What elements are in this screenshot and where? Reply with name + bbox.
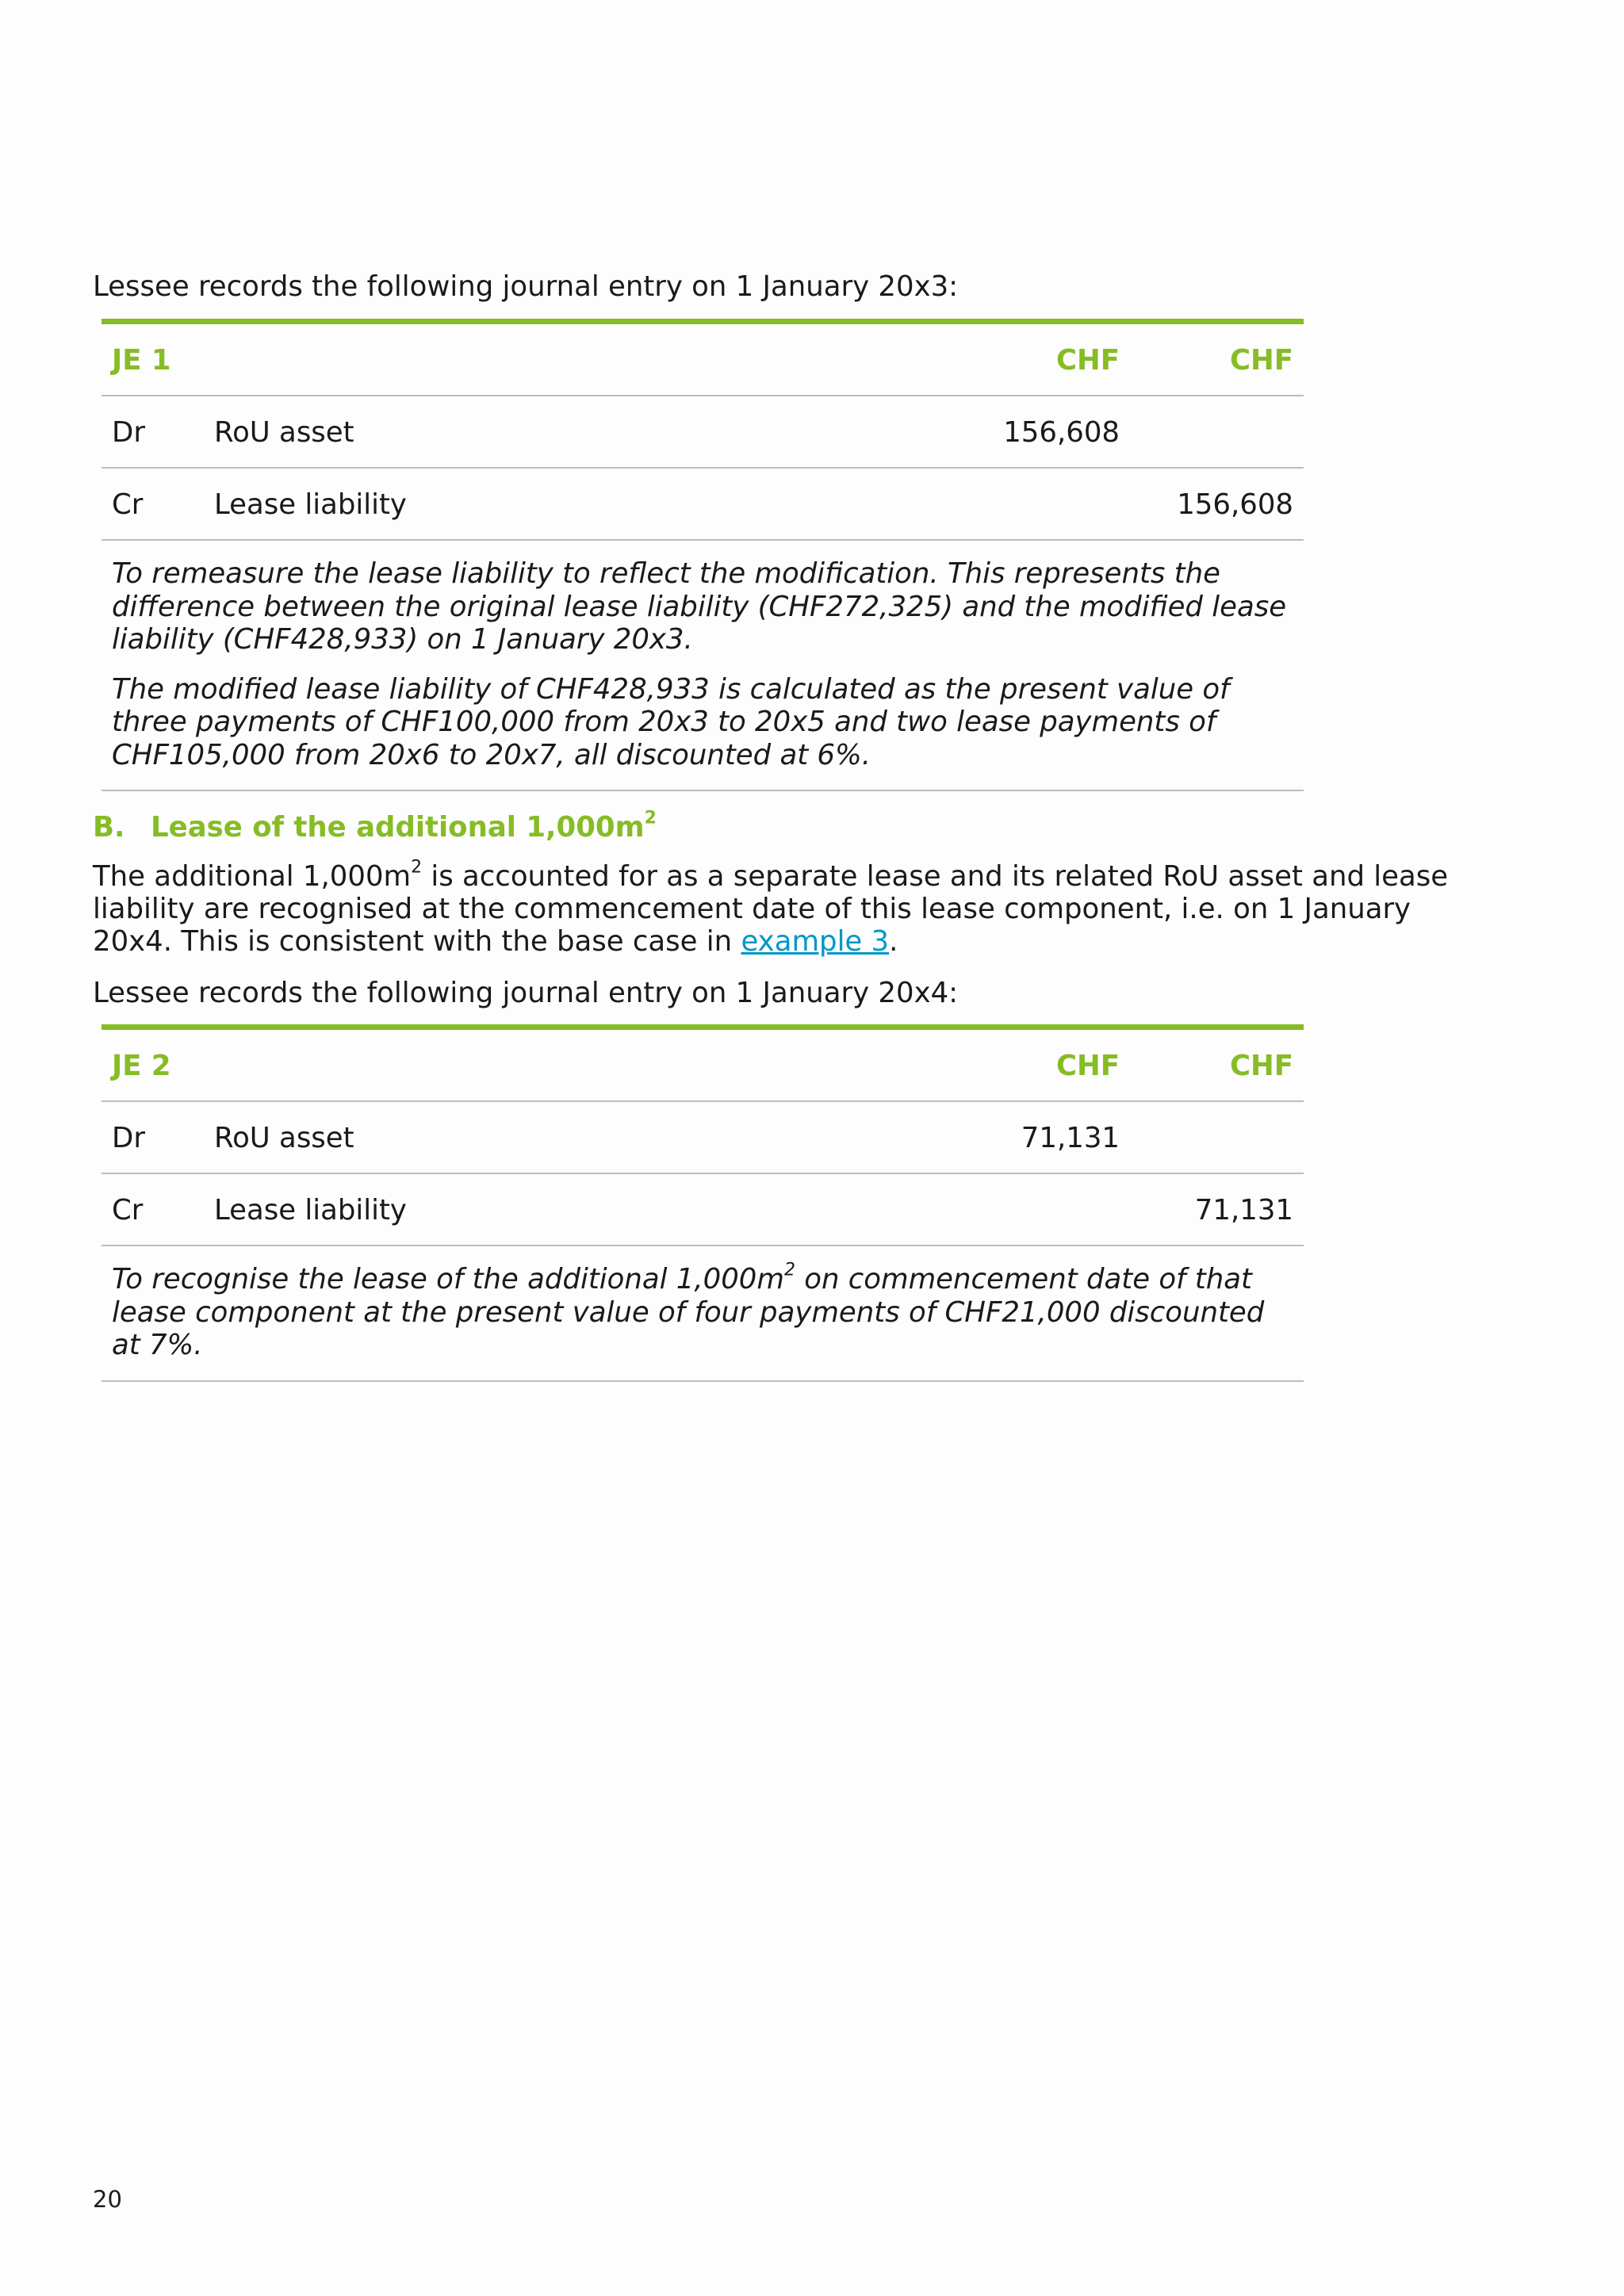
entry-type: Cr bbox=[112, 488, 144, 521]
account-name: Lease liability bbox=[214, 1194, 407, 1226]
je2-intro-text: Lessee records the following journal entry on 1 January 20x4: bbox=[93, 977, 959, 1009]
debit-amount: 71,131 bbox=[1021, 1122, 1120, 1154]
page-number: 20 bbox=[93, 2186, 122, 2213]
credit-amount: 156,608 bbox=[1177, 488, 1293, 521]
narrative-paragraph: The modified lease liability of CHF428,933 is calculated as the present value of three payments of CHF100,000 from 20x3 to 20x5 and two lease payments of CHF105,000 from 20x6 to 20x7, all discounted at 6%. bbox=[112, 672, 1230, 771]
table-row-debit bbox=[102, 1102, 1304, 1174]
journal-entry-table-1 bbox=[102, 319, 1304, 791]
text-run: on commencement date of that lease component at the present value of four payments of CHF21,000 discounted at 7%. bbox=[112, 1263, 1265, 1361]
account-name: Lease liability bbox=[214, 488, 407, 521]
text-run: is accounted for as a separate lease and its related RoU asset and lease liability are recognised at the commencement date of this lease component, i.e. on 1 January 20x4. This is consistent with the base case in bbox=[93, 860, 1449, 958]
section-b-paragraph bbox=[93, 857, 1488, 958]
entry-type: Cr bbox=[112, 1194, 144, 1226]
superscript: 2 bbox=[411, 857, 423, 878]
je1-narrative bbox=[102, 541, 1304, 791]
superscript: 2 bbox=[644, 808, 657, 828]
text-run: . bbox=[889, 925, 898, 958]
table-row-credit bbox=[102, 1174, 1304, 1246]
account-name: RoU asset bbox=[214, 416, 354, 449]
credit-currency-header: CHF bbox=[1229, 344, 1293, 377]
table-row-credit bbox=[102, 469, 1304, 541]
debit-currency-header: CHF bbox=[1055, 1050, 1120, 1082]
je-code: JE 1 bbox=[112, 344, 171, 377]
credit-currency-header: CHF bbox=[1229, 1050, 1293, 1082]
narrative-paragraph: To remeasure the lease liability to reflect the modification. This represents the difference between the original lease liability (CHF272,325) and the modified lease liability (CHF428,933) on 1 January 20x3. bbox=[112, 557, 1287, 656]
entry-type: Dr bbox=[112, 416, 145, 449]
debit-amount: 156,608 bbox=[1003, 416, 1120, 449]
table-header-row bbox=[102, 1030, 1304, 1102]
je2-narrative bbox=[102, 1246, 1304, 1382]
text-run: The additional 1,000m bbox=[93, 860, 412, 893]
section-b-heading bbox=[93, 808, 657, 844]
section-letter: B. bbox=[93, 811, 125, 844]
text-run: To recognise the lease of the additional 1,000m bbox=[112, 1263, 784, 1295]
credit-amount: 71,131 bbox=[1194, 1194, 1293, 1226]
account-name: RoU asset bbox=[214, 1122, 354, 1154]
entry-type: Dr bbox=[112, 1122, 145, 1154]
narrative-paragraph bbox=[112, 1260, 1293, 1362]
je1-intro-text: Lessee records the following journal entry on 1 January 20x3: bbox=[93, 270, 959, 303]
superscript: 2 bbox=[783, 1260, 795, 1280]
journal-entry-table-2 bbox=[102, 1024, 1304, 1382]
debit-currency-header: CHF bbox=[1055, 344, 1120, 377]
section-title: Lease of the additional 1,000m bbox=[151, 811, 645, 844]
table-row-debit bbox=[102, 396, 1304, 469]
example-3-link[interactable]: example 3 bbox=[741, 925, 890, 958]
je-code: JE 2 bbox=[112, 1050, 171, 1082]
table-header-row bbox=[102, 324, 1304, 396]
